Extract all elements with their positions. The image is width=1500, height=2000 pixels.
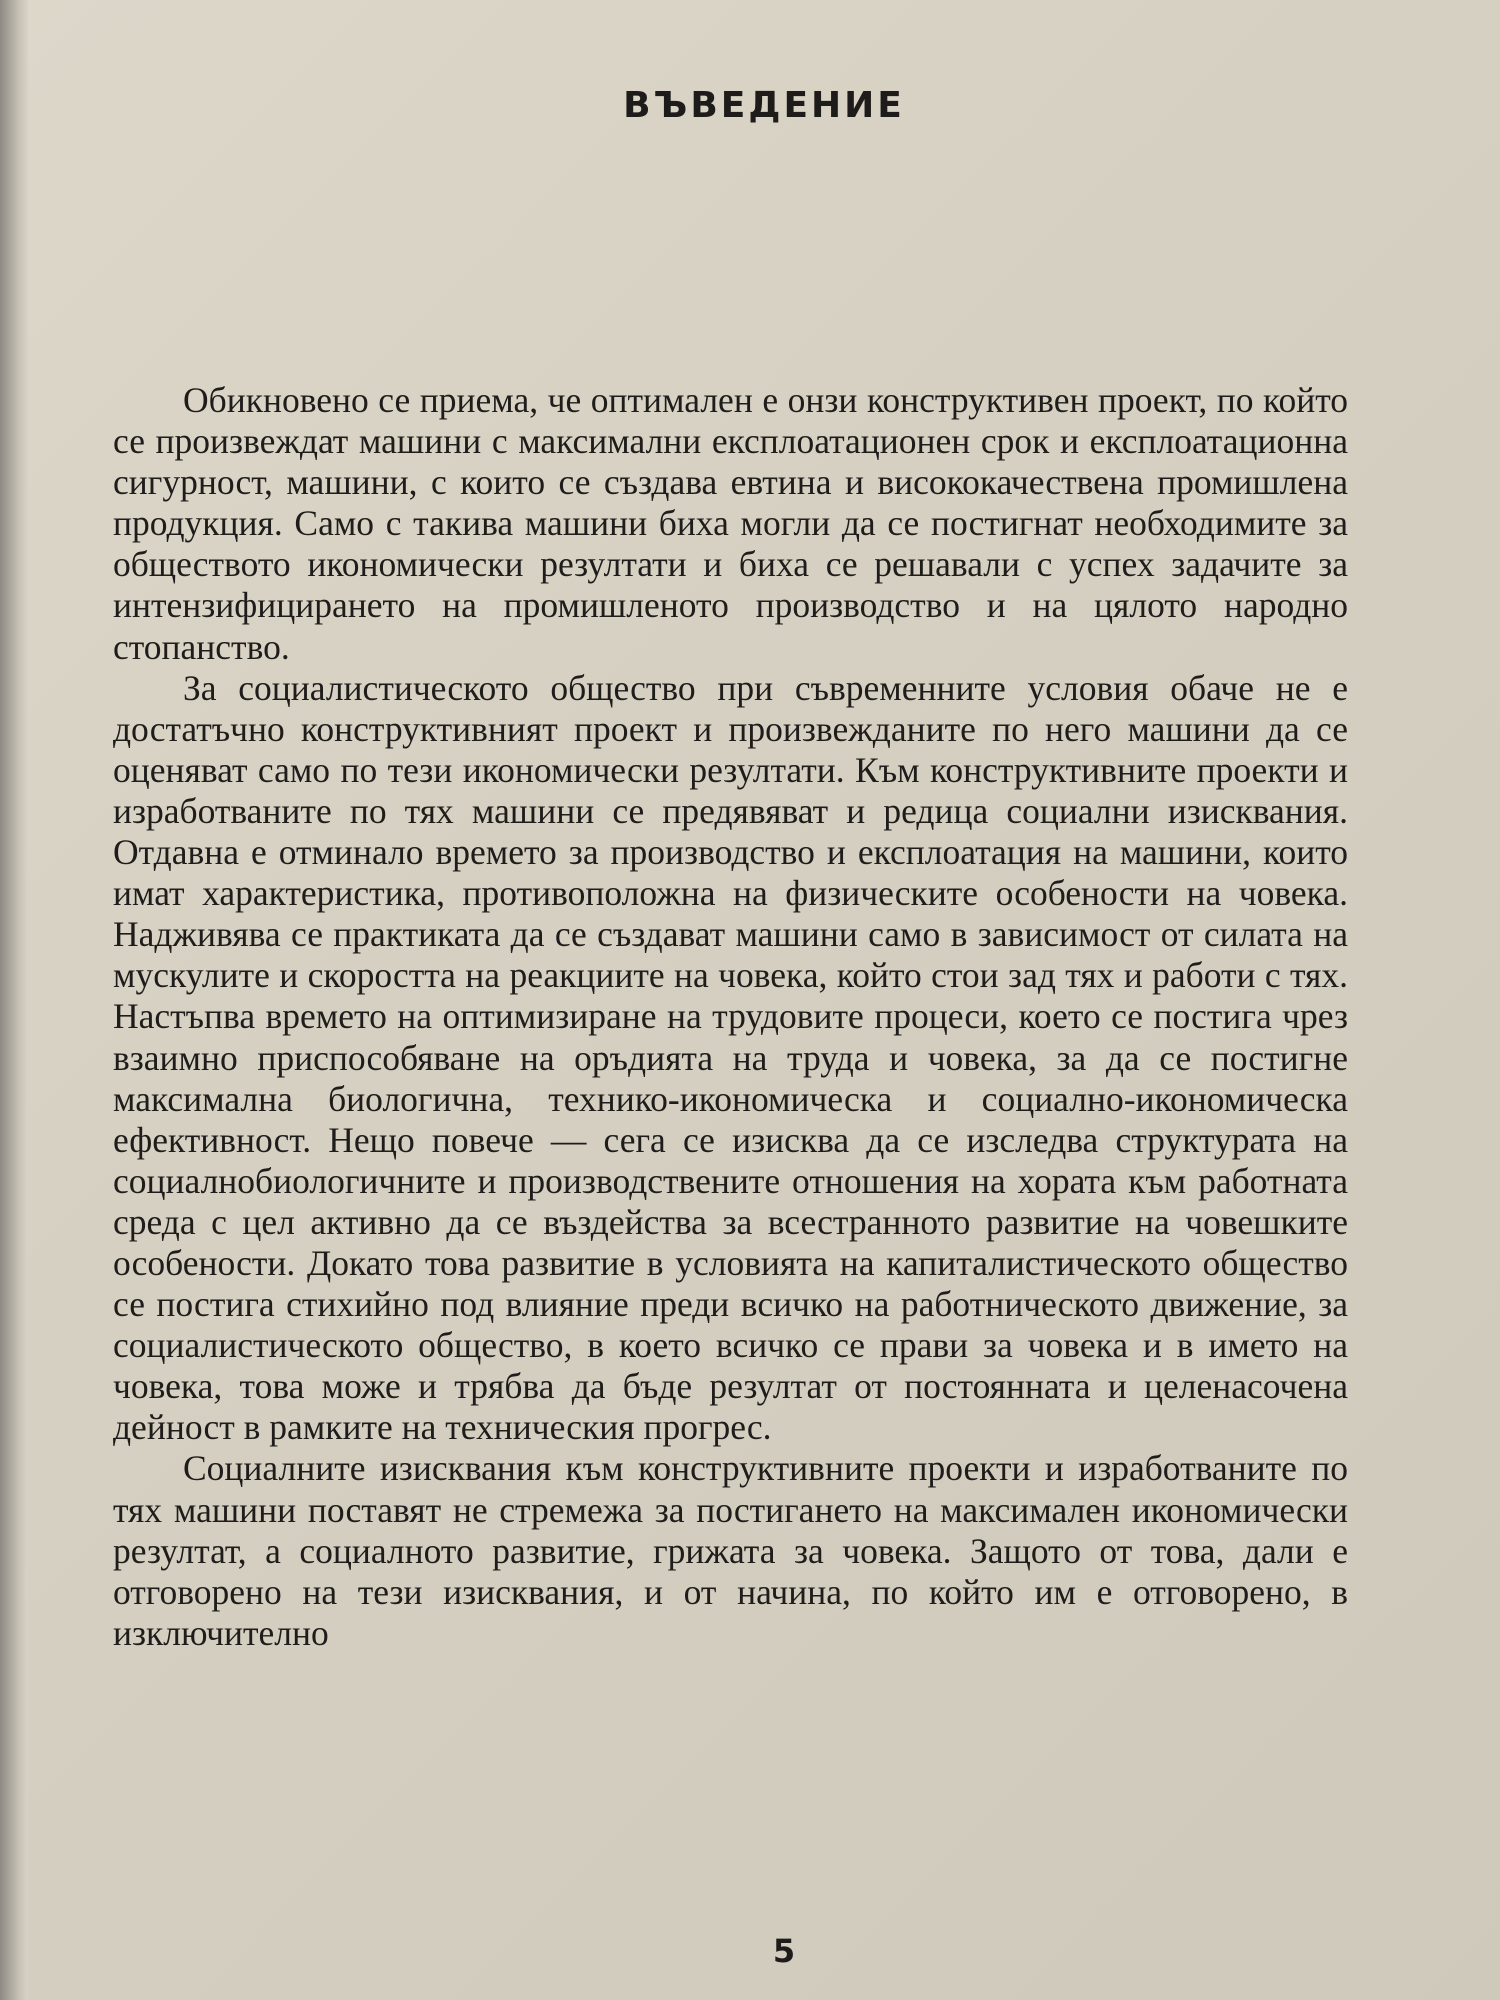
- paragraph-3: Социалните изисквания към конструктивните проекти и изработваните по тях машини поставят не стремежа за постигането на максимален икономически резултат, а социалното развитие, грижата за човека. Защото от това, дали е отговорено на тези изисквания, и от начина, по който им е отговорено, в изключително: [113, 1448, 1348, 1653]
- chapter-title: ВЪВЕДЕНИЕ: [623, 85, 905, 126]
- body-text: [113, 380, 1348, 1654]
- paragraph-1: Обикновено се приема, че оптимален е онзи конструктивен проект, по който се произвеждат машини с максимални експлоатационен срок и експлоатационна сигурност, машини, с които се създава евтина и висококачествена промишлена продукция. Само с такива машини биха могли да се постигнат необходимите за обществото икономически резултати и биха се решавали с успех задачите за интензифицирането на промишленото производство и на цялото народно стопанство.: [113, 380, 1348, 667]
- paragraph-2: За социалистическото общество при съвременните условия обаче не е достатъчно конструктивният проект и произвежданите по него машини да се оценяват само по тези икономически резултати. Към конструктивните проекти и изработваните по тях машини се предявяват и редица социални изисквания. Отдавна е отминало времето за производство и експлоатация на машини, които имат характеристика, противоположна на физическите особености на човека. Надживява се практиката да се създават машини само в зависимост от силата на мускулите и скоростта на реакциите на човека, който стои зад тях и работи с тях. Настъпва времето на оптимизиране на трудовите процеси, което се постига чрез взаимно приспособяване на оръдията на труда и човека, за да се постигне максимална биологична, технико-икономическа и социално-икономическа ефективност. Нещо повече — сега се изисква да се изследва структурата на социалнобиологичните и производствените отношения на хората към работната среда с цел активно да се въздейства за всестранното развитие на човешките особености. Докато това развитие в условията на капиталистическото общество се постига стихийно под влияние преди всичко на работническото движение, за социалистическото общество, в което всичко се прави за човека и в името на човека, това може и трябва да бъде резултат от постоянната и целенасочена дейност в рамките на техническия прогрес.: [113, 667, 1348, 1448]
- book-gutter-shadow: [0, 0, 28, 2000]
- book-page: [28, 0, 1500, 2000]
- page-number: 5: [772, 1932, 796, 1970]
